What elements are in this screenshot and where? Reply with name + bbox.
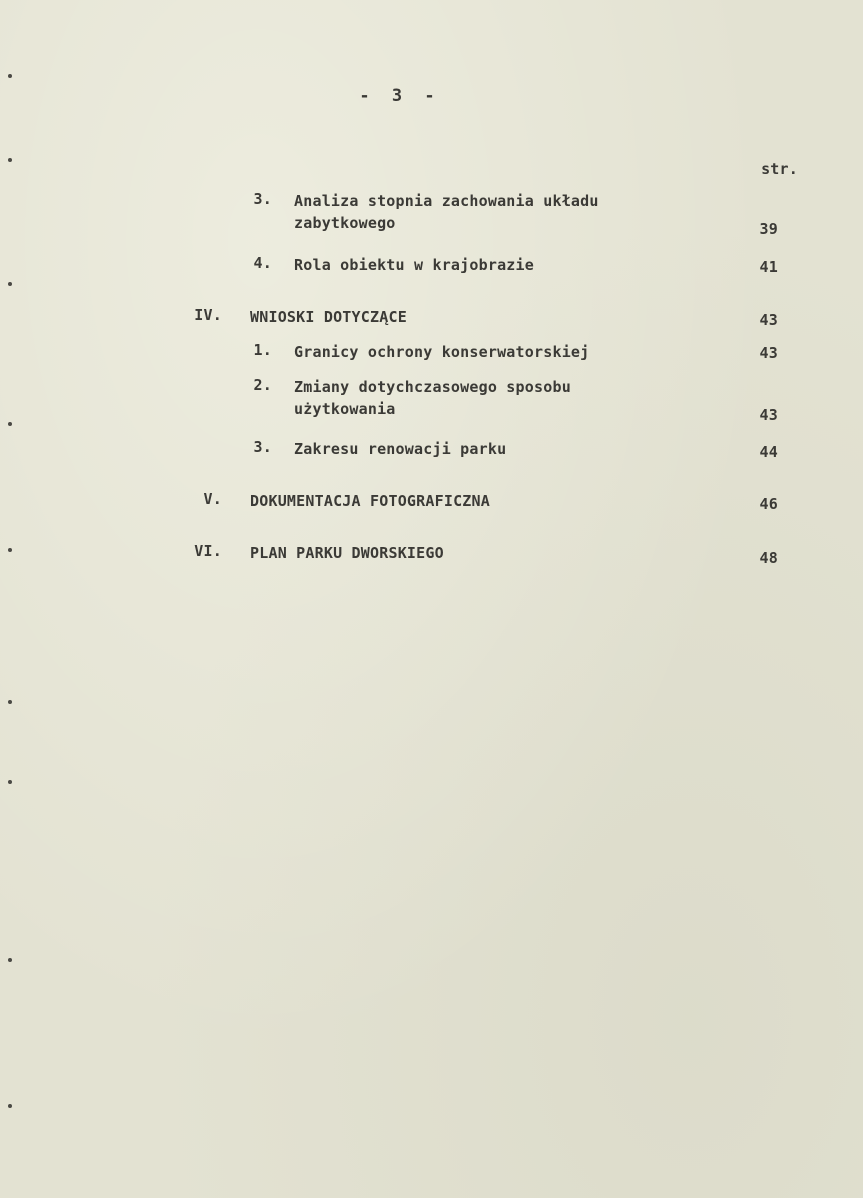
punch-mark [8,958,12,962]
toc-entry-number: 3. [253,438,272,456]
toc-entry-number: 2. [253,376,272,394]
toc-entry-page: 43 [759,406,778,424]
toc-entry-title: Analiza stopnia zachowania układu zabytkowego [294,192,599,232]
toc-entry-title: Zakresu renowacji parku [294,440,507,458]
punch-mark [8,1104,12,1108]
toc-entry-title: DOKUMENTACJA FOTOGRAFICZNA [250,492,490,510]
toc-entry-page: 39 [759,220,778,238]
toc-entry-title: WNIOSKI DOTYCZĄCE [250,308,407,326]
page-number: - 3 - [359,86,441,106]
toc-entry-number: 3. [253,190,272,208]
toc-entry-number: 4. [253,254,272,272]
toc-entry-page: 46 [759,495,778,513]
punch-mark [8,548,12,552]
toc-entry-title: Rola obiektu w krajobrazie [294,256,534,274]
toc-entry-number: VI. [194,542,222,560]
toc-entry-page: 48 [759,549,778,567]
punch-mark [8,700,12,704]
punch-mark [8,422,12,426]
punch-mark [8,282,12,286]
punch-mark [8,158,12,162]
toc-entry-number: IV. [194,306,222,324]
toc-entry-page: 41 [759,258,778,276]
punch-mark [8,780,12,784]
toc-entry-number: V. [203,490,222,508]
toc-entry-number: 1. [253,341,272,359]
punch-mark [8,74,12,78]
toc-entry-page: 43 [759,311,778,329]
toc-entry-title: Zmiany dotychczasowego sposobu użytkowania [294,378,571,418]
page-column-header: str. [761,160,798,178]
toc-entry-page: 43 [759,344,778,362]
toc-entry-page: 44 [759,443,778,461]
toc-entry-title: PLAN PARKU DWORSKIEGO [250,544,444,562]
toc-entry-title: Granicy ochrony konserwatorskiej [294,343,590,361]
